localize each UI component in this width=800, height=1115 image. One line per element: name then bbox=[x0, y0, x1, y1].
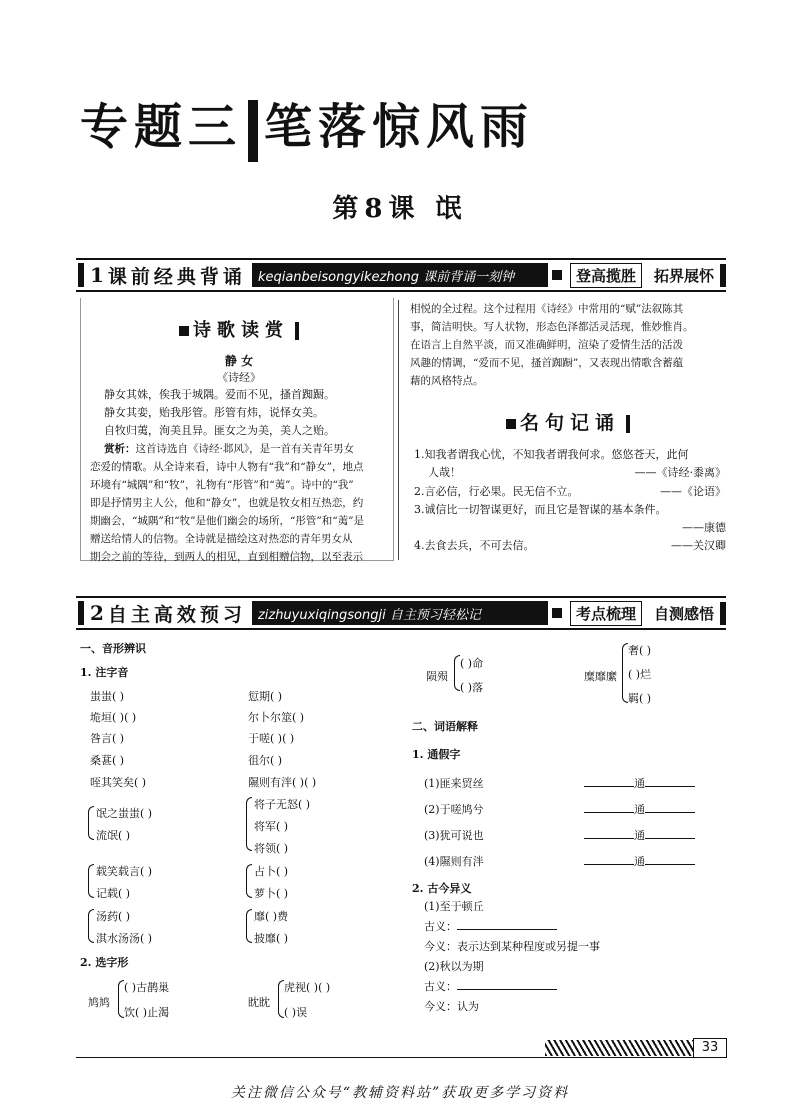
pinyin-item: 氓之蚩蚩( ) bbox=[96, 807, 153, 820]
option-item: ( )落 bbox=[460, 681, 484, 694]
brace bbox=[88, 909, 94, 943]
pinyin-item: 流氓( ) bbox=[96, 829, 131, 842]
quote-item: 1.知我者谓我心忧，不知我者谓我何求。悠悠苍天，此何 人哉！ ——《诗经·黍离》 bbox=[414, 448, 726, 479]
word-label: 糜靡縻 bbox=[584, 670, 617, 683]
poem-line: 静女其娈，贻我彤管。彤管有炜，说怿女美。 bbox=[104, 406, 324, 419]
pinyin-item: 尔卜尔筮( ) bbox=[248, 711, 305, 724]
tongjia-item: (4)隰则有泮 bbox=[424, 855, 484, 868]
banner-pre-class bbox=[76, 258, 726, 292]
pinyin-item: 淇水汤汤( ) bbox=[96, 932, 153, 945]
square-icon bbox=[552, 270, 562, 280]
subsection-heading: 2. 选字形 bbox=[80, 956, 129, 969]
option-item: 虎视( )( ) bbox=[284, 981, 331, 994]
guyi-ancient[interactable]: 古义： bbox=[424, 918, 557, 934]
brace bbox=[246, 797, 252, 851]
poem-line: 静女其姝，俟我于城隅。爱而不见，搔首踟蹰。 bbox=[104, 388, 335, 401]
section-heading: 二、词语解释 bbox=[412, 720, 478, 733]
footer-note: 关注微信公众号“教辅资料站”获取更多学习资料 bbox=[230, 1085, 570, 1101]
tongjia-item: (2)于嗟鸠兮 bbox=[424, 803, 484, 816]
pinyin-item: 徂尔( ) bbox=[248, 754, 283, 767]
pinyin-item: 垝垣( )( ) bbox=[90, 711, 137, 724]
banner-pinyin: zizhuyuxiqingsongji 自主预习轻松记 bbox=[252, 601, 548, 625]
pinyin-item: 萝卜( ) bbox=[254, 887, 289, 900]
pinyin-item: 将子无怒( ) bbox=[254, 798, 311, 811]
option-item: ( )古鹊巢 bbox=[124, 981, 170, 994]
tongjia-blank[interactable]: 通 bbox=[584, 827, 695, 843]
banner-pinyin: keqianbeisongyikezhong 课前背诵一刻钟 bbox=[252, 263, 548, 287]
guyi-modern: 今义：表示达到某种程度或另提一事 bbox=[424, 940, 600, 953]
banner-title: 课前经典背诵 bbox=[107, 265, 246, 288]
pinyin-item: 隰则有泮( )( ) bbox=[248, 776, 317, 789]
pinyin-item: 载笑载言( ) bbox=[96, 865, 153, 878]
topic-title bbox=[80, 92, 534, 162]
square-icon bbox=[506, 419, 516, 429]
pinyin-item: 蚩蚩( ) bbox=[90, 690, 125, 703]
subsection-heading: 1. 通假字 bbox=[412, 748, 461, 761]
quotes-heading: 名句记诵 bbox=[410, 408, 726, 435]
bar-icon bbox=[626, 415, 630, 433]
subsection-heading: 2. 古今异义 bbox=[412, 882, 472, 895]
pinyin-item: 咎言( ) bbox=[90, 732, 125, 745]
quote-item: 2.言必信，行必果。民无信不立。 ——《论语》 bbox=[414, 485, 726, 498]
option-item: ( )命 bbox=[460, 657, 484, 670]
pinyin-item: 披靡( ) bbox=[254, 932, 289, 945]
pinyin-item: 愆期( ) bbox=[248, 690, 283, 703]
guyi-ancient[interactable]: 古义： bbox=[424, 978, 557, 994]
option-item: ( )烂 bbox=[628, 668, 652, 681]
pinyin-item: 桑葚( ) bbox=[90, 754, 125, 767]
poem-source: 《诗经》 bbox=[217, 371, 261, 384]
guyi-modern: 今义：认为 bbox=[424, 1000, 479, 1013]
option-item: 奢( ) bbox=[628, 644, 652, 657]
page-rule bbox=[76, 1057, 726, 1058]
section-heading: 一、音形辨识 bbox=[80, 642, 146, 655]
word-label: 眈眈 bbox=[248, 996, 270, 1009]
subsection-heading: 1. 注字音 bbox=[80, 666, 129, 679]
poetry-heading: 诗歌读赏 bbox=[86, 316, 392, 342]
banner-number: 1 bbox=[78, 263, 108, 287]
tongjia-blank[interactable]: 通 bbox=[584, 853, 695, 869]
banner-tag: 拓界展怀 bbox=[648, 264, 726, 287]
pinyin-item: 将领( ) bbox=[254, 842, 289, 855]
tongjia-item: (3)犹可说也 bbox=[424, 829, 484, 842]
pinyin-item: 将军( ) bbox=[254, 820, 289, 833]
lesson-title: 第8课 氓 bbox=[332, 194, 468, 224]
bar-icon bbox=[295, 322, 299, 340]
page-hatch bbox=[545, 1040, 693, 1056]
tongjia-blank[interactable]: 通 bbox=[584, 775, 695, 791]
option-item: ( )误 bbox=[284, 1006, 308, 1019]
pinyin-item: 记载( ) bbox=[96, 887, 131, 900]
banner-self-study bbox=[76, 596, 726, 630]
poem-title: 静 女 bbox=[224, 354, 254, 368]
topic-label: 专题三 bbox=[80, 99, 243, 155]
pinyin-item: 占卜( ) bbox=[254, 865, 289, 878]
option-item: 饮( )止渴 bbox=[124, 1006, 170, 1019]
banner-tag: 考点梳理 bbox=[570, 601, 642, 626]
tongjia-blank[interactable]: 通 bbox=[584, 801, 695, 817]
square-icon bbox=[552, 608, 562, 618]
tongjia-item: (1)匪来贸丝 bbox=[424, 777, 484, 790]
pinyin-item: 靡( )费 bbox=[254, 910, 289, 923]
banner-tag: 登高揽胜 bbox=[570, 263, 642, 288]
poem-line: 自牧归荑，洵美且异。匪女之为美，美人之贻。 bbox=[104, 424, 335, 437]
appreciation-continued: 相悦的全过程。这个过程用《诗经》中常用的“赋”法叙陈其 事，简洁明快。写人状物，形态色泽都活灵活现，惟妙惟肖。 在语言上自然平淡，而又准确鲜明，渲染了爱情生活的活泼 风趣的情调，“爱而不见，搔首踟蹰”，又表现出情歌含蓄蕴 藉的风格特点。 bbox=[410, 303, 694, 387]
pinyin-item: 汤药( ) bbox=[96, 910, 131, 923]
appreciation: 赏析：这首诗选自《诗经·邶风》，是一首有关青年男女 恋爱的情歌。从全诗来看，诗中人物有“我”和“静女”，地点 环境有“城隅”和“牧”，礼物有“彤管”和“荑”。诗中的“我” 即是抒情男主人公，他和“静女”，也就是牧女相互热恋，约 期幽会，“城隅”和“牧”是他们幽会的场所，“彤管”和“荑”是 赠送给情人的信物。全诗就是描绘这对热恋的青年男女从 期会之前的等待，到两人的相见，直到相赠信物，以至表示 bbox=[90, 443, 364, 563]
word-label: 鸠鸠 bbox=[88, 996, 110, 1009]
brace bbox=[88, 864, 94, 898]
banner-tag: 自测感悟 bbox=[648, 602, 726, 625]
banner-number: 2 bbox=[78, 601, 108, 625]
brace bbox=[246, 909, 252, 943]
pinyin-item: 于嗟( )( ) bbox=[248, 732, 295, 745]
brace bbox=[246, 864, 252, 898]
quote-item: 4.去食去兵，不可去信。 ——关汉卿 bbox=[414, 539, 726, 552]
square-icon bbox=[179, 326, 189, 336]
title-divider bbox=[248, 100, 258, 162]
guyi-question: (2)秋以为期 bbox=[424, 960, 484, 973]
pinyin-item: 咥其笑矣( ) bbox=[90, 776, 147, 789]
quote-item: 3.诚信比一切智谋更好，而且它是智谋的基本条件。 ——康德 bbox=[414, 503, 726, 534]
guyi-question: (1)至于顿丘 bbox=[424, 900, 484, 913]
column-divider bbox=[398, 300, 399, 560]
option-item: 羁( ) bbox=[628, 692, 652, 705]
banner-title: 自主高效预习 bbox=[107, 603, 246, 626]
page-number: 33 bbox=[693, 1038, 727, 1058]
topic-title-text: 笔落惊风雨 bbox=[264, 99, 535, 155]
brace bbox=[88, 806, 94, 840]
word-label: 陨殒 bbox=[426, 670, 448, 683]
